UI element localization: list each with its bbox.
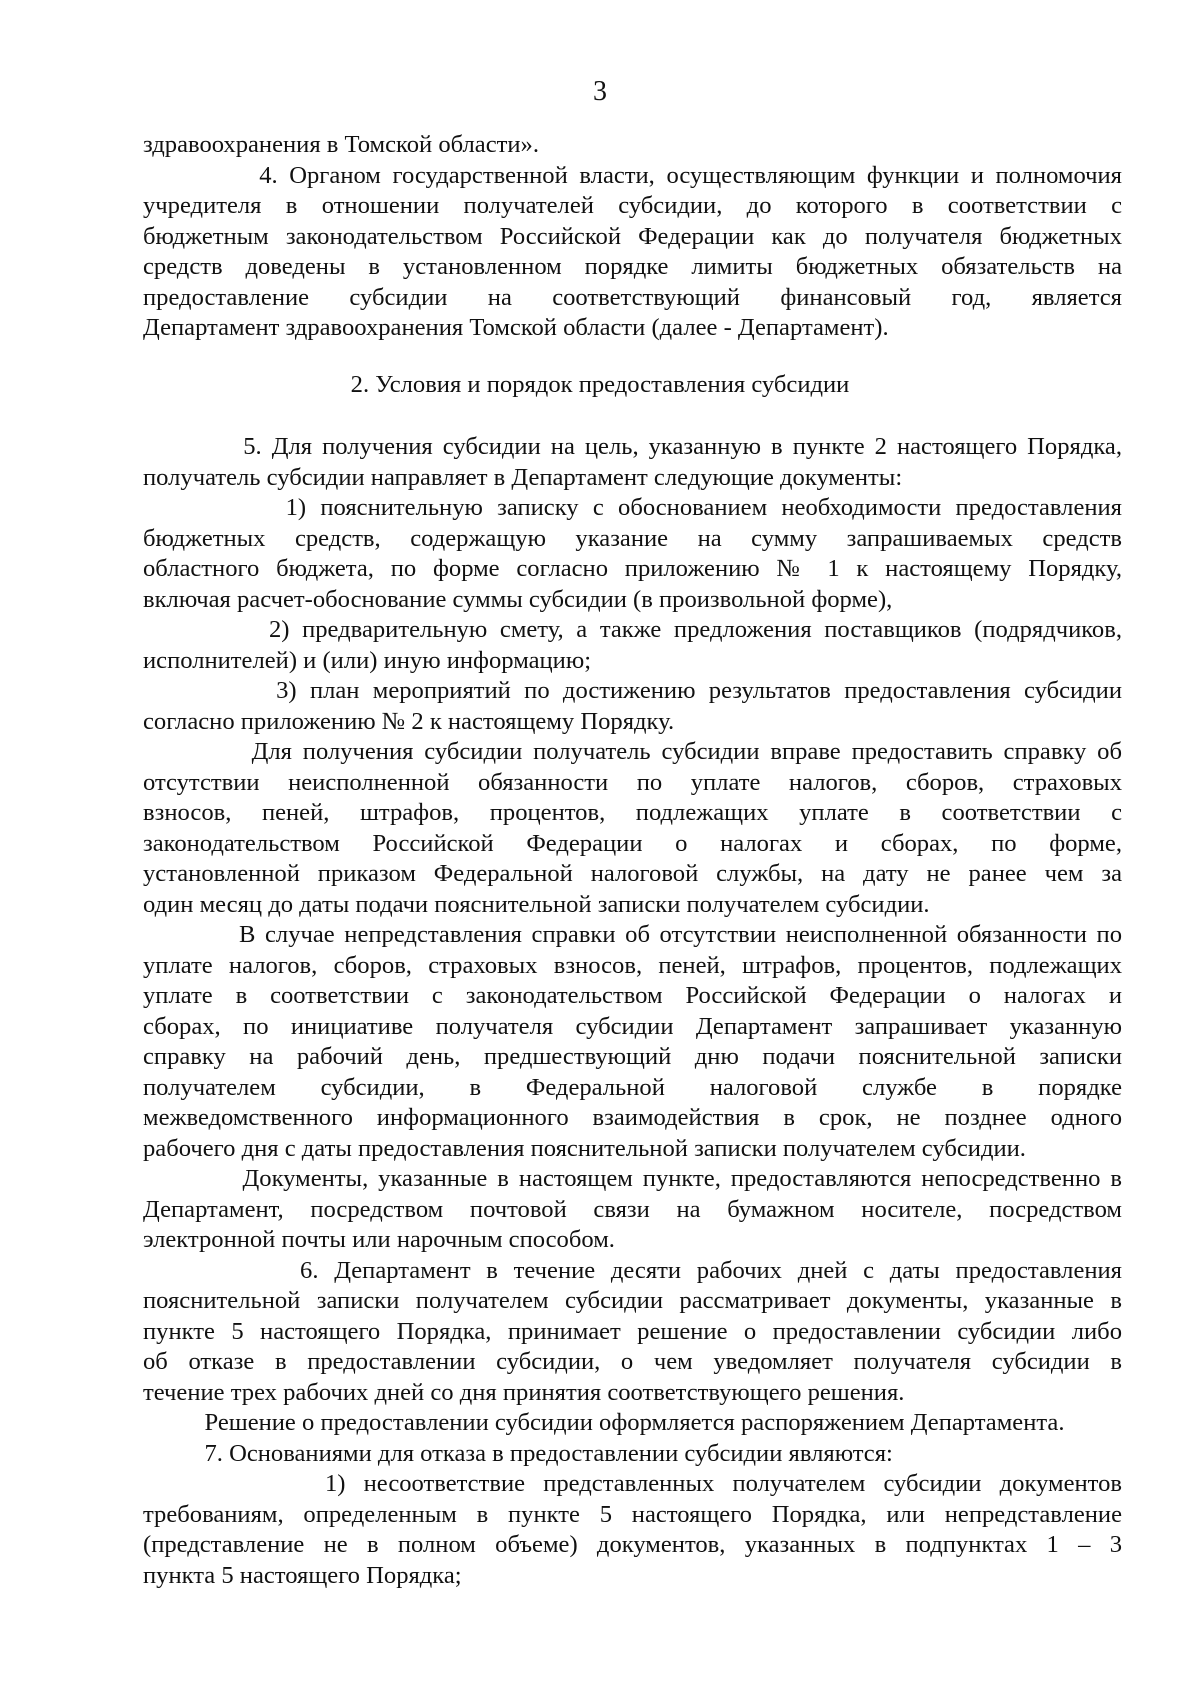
text-line: 6. Департамент в течение десяти рабочих дней с даты предоставления bbox=[143, 1256, 1122, 1284]
text-line: 2) предварительную смету, а также предложения поставщиков (подрядчиков, bbox=[143, 616, 1122, 643]
text-line: средств доведены в установленном порядке лимиты бюджетных обязательств на bbox=[143, 253, 1122, 280]
text-line: получателем субсидии, в Федеральной налоговой службе в порядке bbox=[143, 1073, 1122, 1101]
text-line: пояснительной записки получателем субсидии рассматривает документы, указанные в bbox=[143, 1287, 1122, 1314]
text-line: межведомственного информационного взаимодействия в срок, не позднее одного bbox=[143, 1104, 1122, 1131]
text-line: согласно приложению № 2 к настоящему Порядку. bbox=[143, 707, 675, 735]
text-line: Департамент здравоохранения Томской области (далее - Департамент). bbox=[143, 314, 889, 341]
text-line: 5. Для получения субсидии на цель, указанную в пункте 2 настоящего Порядка, bbox=[143, 433, 1122, 460]
text-line: установленной приказом Федеральной налоговой службы, на дату не ранее чем за bbox=[143, 860, 1122, 887]
text-line: 1) пояснительную записку с обоснованием необходимости предоставления bbox=[143, 494, 1122, 521]
text-line: законодательством Российской Федерации о налогах и сборах, по форме, bbox=[143, 829, 1122, 857]
text-line: об отказе в предоставлении субсидии, о чем уведомляет получателя субсидии в bbox=[143, 1348, 1122, 1375]
text-line: Решение о предоставлении субсидии оформляется распоряжением Департамента. bbox=[143, 1409, 1065, 1436]
text-line: требованиям, определенным в пункте 5 настоящего Порядка, или непредставление bbox=[143, 1500, 1122, 1528]
text-line: взносов, пеней, штрафов, процентов, подлежащих уплате в соответствии с bbox=[143, 799, 1122, 826]
text-line: Документы, указанные в настоящем пункте, предоставляются непосредственно в bbox=[143, 1165, 1122, 1192]
text-line: В случае непредставления справки об отсутствии неисполненной обязанности по bbox=[143, 921, 1122, 948]
text-line: 7. Основаниями для отказа в предоставлении субсидии являются: bbox=[143, 1439, 893, 1467]
text-line: отсутствии неисполненной обязанности по уплате налогов, сборов, страховых bbox=[143, 768, 1122, 796]
text-line: исполнителей) и (или) иную информацию; bbox=[143, 646, 592, 674]
text-line: пункте 5 настоящего Порядка, принимает решение о предоставлении субсидии либо bbox=[143, 1317, 1122, 1345]
text-line: один месяц до даты подачи пояснительной записки получателем субсидии. bbox=[143, 890, 930, 918]
text-line: сборах, по инициативе получателя субсидии Департамент запрашивает указанную bbox=[143, 1012, 1122, 1040]
text-block-intro bbox=[143, 130, 1122, 344]
text-line: 4. Органом государственной власти, осуществляющим функции и полномочия bbox=[143, 161, 1122, 189]
text-line: Для получения субсидии получатель субсидии вправе предоставить справку об bbox=[143, 738, 1122, 765]
text-line: получатель субсидии направляет в Департамент следующие документы: bbox=[143, 463, 903, 491]
text-line: электронной почты или нарочным способом. bbox=[143, 1226, 615, 1253]
text-line: (представление не в полном объеме) документов, указанных в подпунктах 1 – 3 bbox=[143, 1531, 1122, 1558]
text-line: бюджетным законодательством Российской Федерации как до получателя бюджетных bbox=[143, 222, 1122, 250]
text-line: течение трех рабочих дней со дня принятия соответствующего решения. bbox=[143, 1378, 905, 1406]
text-line: уплате в соответствии с законодательством Российской Федерации о налогах и bbox=[143, 982, 1122, 1009]
text-line: уплате налогов, сборов, страховых взносов, пеней, штрафов, процентов, подлежащих bbox=[143, 951, 1122, 979]
text-line: предоставление субсидии на соответствующий финансовый год, является bbox=[143, 283, 1122, 311]
text-line: Департамент, посредством почтовой связи на бумажном носителе, посредством bbox=[143, 1195, 1122, 1223]
text-line: 1) несоответствие представленных получателем субсидии документов bbox=[143, 1470, 1122, 1497]
text-line: справку на рабочий день, предшествующий дню подачи пояснительной записки bbox=[143, 1043, 1122, 1070]
text-line: включая расчет-обоснование суммы субсидии (в произвольной форме), bbox=[143, 585, 893, 613]
text-line: здравоохранения в Томской области». bbox=[143, 131, 539, 158]
text-line: областного бюджета, по форме согласно приложению № 1 к настоящему Порядку, bbox=[143, 555, 1122, 582]
text-line: учредителя в отношении получателей субсидии, до которого в соответствии с bbox=[143, 192, 1122, 219]
section-heading: 2. Условия и порядок предоставления субсидии bbox=[350, 371, 850, 398]
page-number: 3 bbox=[593, 76, 607, 107]
text-block-section-2 bbox=[143, 432, 1122, 1591]
text-line: бюджетных средств, содержащую указание на сумму запрашиваемых средств bbox=[143, 524, 1122, 552]
text-line: 3) план мероприятий по достижению результатов предоставления субсидии bbox=[143, 677, 1122, 704]
text-line: рабочего дня с даты предоставления пояснительной записки получателем субсидии. bbox=[143, 1134, 1026, 1162]
text-line: пункта 5 настоящего Порядка; bbox=[143, 1561, 462, 1589]
